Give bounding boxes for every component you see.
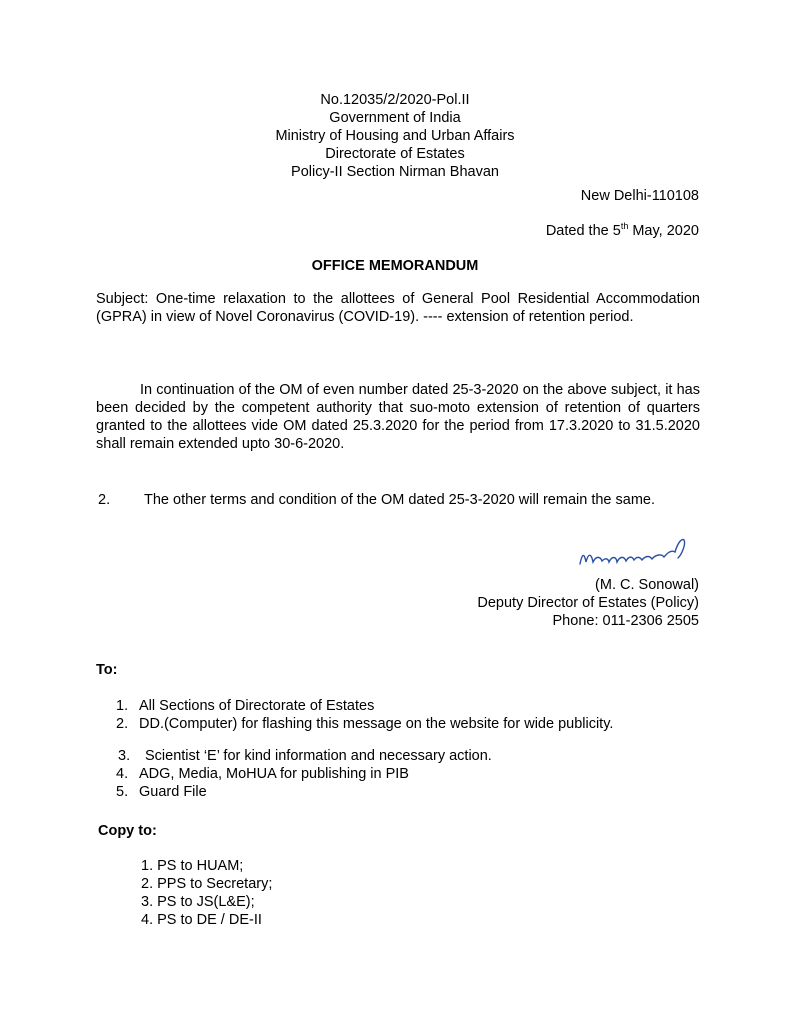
date-month-year: May, 2020 xyxy=(628,223,699,239)
place-line: New Delhi-110108 xyxy=(580,188,699,204)
list-item-text: Guard File xyxy=(139,784,207,800)
signatory-name: (M. C. Sonowal) xyxy=(595,577,699,593)
list-item: 1. PS to HUAM; xyxy=(141,858,244,874)
copy-to-list xyxy=(141,857,272,929)
govt-line: Government of India xyxy=(329,110,461,126)
list-item-number: 5. xyxy=(116,784,129,800)
list-item-number: 1. xyxy=(116,698,129,714)
list-item-number: 4. xyxy=(116,766,129,782)
list-item xyxy=(116,715,736,733)
handwritten-signature xyxy=(574,534,704,574)
list-item-text: Scientist ‘E’ for kind information and necessary action. xyxy=(145,748,492,764)
list-item-text: All Sections of Directorate of Estates xyxy=(139,698,375,714)
list-item: 4. PS to DE / DE-II xyxy=(141,912,262,928)
copy-to-heading: Copy to: xyxy=(98,823,157,839)
list-item-text: DD.(Computer) for flashing this message on the website for wide publicity. xyxy=(139,716,614,732)
para-number: 2. xyxy=(98,492,111,508)
section-line: Policy-II Section Nirman Bhavan xyxy=(291,164,499,180)
list-item xyxy=(116,765,736,783)
date-prefix: Dated the 5 xyxy=(545,223,621,239)
signatory-block xyxy=(477,576,699,630)
list-item-number: 3. xyxy=(118,748,131,764)
para-text: The other terms and condition of the OM dated 25-3-2020 will remain the same. xyxy=(144,492,655,508)
header-block xyxy=(200,91,590,181)
to-heading: To: xyxy=(96,662,118,678)
ref-number: No.12035/2/2020-Pol.II xyxy=(320,92,470,108)
memo-title: OFFICE MEMORANDUM xyxy=(311,258,479,274)
subject-paragraph: Subject: One-time relaxation to the allottees of General Pool Residential Accommodation (GPRA) in view of Novel Coronavirus (COVID-19). ---- extension of retention period. xyxy=(96,291,700,325)
list-item: 3. PS to JS(L&E); xyxy=(141,894,255,910)
list-item-number: 2. xyxy=(116,716,129,732)
directorate-line: Directorate of Estates xyxy=(325,146,465,162)
signatory-designation: Deputy Director of Estates (Policy) xyxy=(477,595,699,611)
list-item xyxy=(116,783,736,801)
list-item-text: ADG, Media, MoHUA for publishing in PIB xyxy=(139,766,409,782)
list-item xyxy=(116,747,736,765)
ministry-line: Ministry of Housing and Urban Affairs xyxy=(275,128,515,144)
signatory-phone: Phone: 011-2306 2505 xyxy=(552,613,699,629)
body-paragraph-1: In continuation of the OM of even number dated 25-3-2020 on the above subject, it has been decided by the competent authority that suo-moto extension of retention of quarters granted to the allottees vide OM dated 25.3.2020 for the period from 17.3.2020 to 31.5.2020 shall remain extended upto 30-6-2020. xyxy=(96,382,700,452)
list-item: 2. PPS to Secretary; xyxy=(141,876,273,892)
to-list xyxy=(116,697,736,801)
date-suffix-sup: th xyxy=(620,221,629,232)
list-item xyxy=(116,697,736,715)
date-line xyxy=(546,222,699,240)
